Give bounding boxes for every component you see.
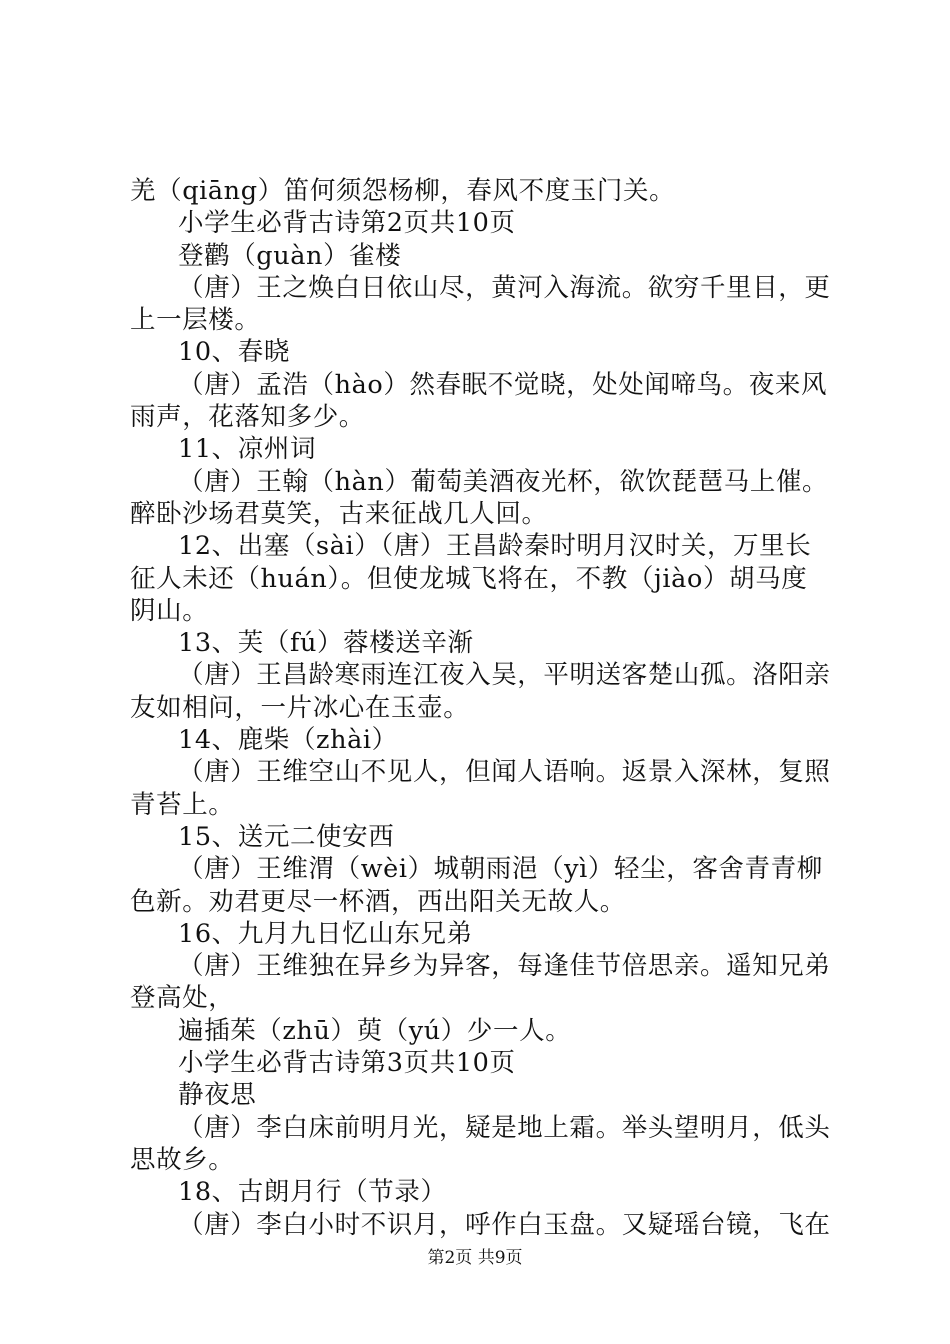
text-line: 醉卧沙场君莫笑，古来征战几人回。 [130,498,548,529]
text-line: 11、凉州词 [178,434,317,465]
text-line: （唐）王昌龄寒雨连江夜入吴，平明送客楚山孤。洛阳亲 [178,660,831,691]
text-line: （唐）孟浩（hào）然春眠不觉晓，处处闻啼鸟。夜来风 [178,369,828,400]
text-line: （唐）王维渭（wèi）城朝雨浥（yì）轻尘，客舍青青柳 [178,854,823,885]
text-line: （唐）王维独在异乡为异客，每逢佳节倍思亲。遥知兄弟 [178,951,831,982]
text-line: （唐）李白床前明月光，疑是地上霜。举头望明月，低头 [178,1112,831,1143]
text-line: （唐）王之焕白日依山尽，黄河入海流。欲穷千里目，更 [178,272,831,303]
text-line: 12、出塞（sài）（唐）王昌龄秦时明月汉时关，万里长 [178,531,812,562]
text-line: 上一层楼。 [130,305,261,336]
text-line: 13、芙（fú）蓉楼送辛渐 [178,628,474,659]
text-line: 阴山。 [130,595,209,626]
text-line: 小学生必背古诗第3页共10页 [178,1048,516,1079]
text-line: 登高处， [130,983,235,1014]
text-line: 小学生必背古诗第2页共10页 [178,208,516,239]
text-line: 15、送元二使安西 [178,821,395,852]
page-footer: 第2页 共9页 [427,1248,523,1268]
text-line: 色新。劝君更尽一杯酒，西出阳关无故人。 [130,886,626,917]
text-line: 思故乡。 [130,1144,235,1175]
text-line: 雨声，花落知多少。 [130,402,365,433]
text-line: 友如相问，一片冰心在玉壶。 [130,692,470,723]
text-line: 登鹳（guàn）雀楼 [178,240,402,271]
text-line: 征人未还（huán）。但使龙城飞将在，不教（jiào）胡马度 [130,563,808,594]
text-line: （唐）王维空山不见人，但闻人语响。返景入深林，复照 [178,757,831,788]
text-line: 18、古朗月行（节录） [178,1177,447,1208]
text-line: （唐）王翰（hàn）葡萄美酒夜光杯，欲饮琵琶马上催。 [178,466,829,497]
text-line: 青苔上。 [130,789,235,820]
text-line: 16、九月九日忆山东兄弟 [178,918,473,949]
text-line: 14、鹿柴（zhài） [178,725,398,756]
text-line: （唐）李白小时不识月，呼作白玉盘。又疑瑶台镜，飞在 [178,1209,831,1240]
text-line: 10、春晓 [178,337,290,368]
text-line: 遍插茱（zhū）萸（yú）少一人。 [178,1015,572,1046]
text-line: 静夜思 [178,1080,257,1111]
document-body [130,175,835,1241]
text-line: 羌（qiāng）笛何须怨杨柳，春风不度玉门关。 [130,176,676,206]
